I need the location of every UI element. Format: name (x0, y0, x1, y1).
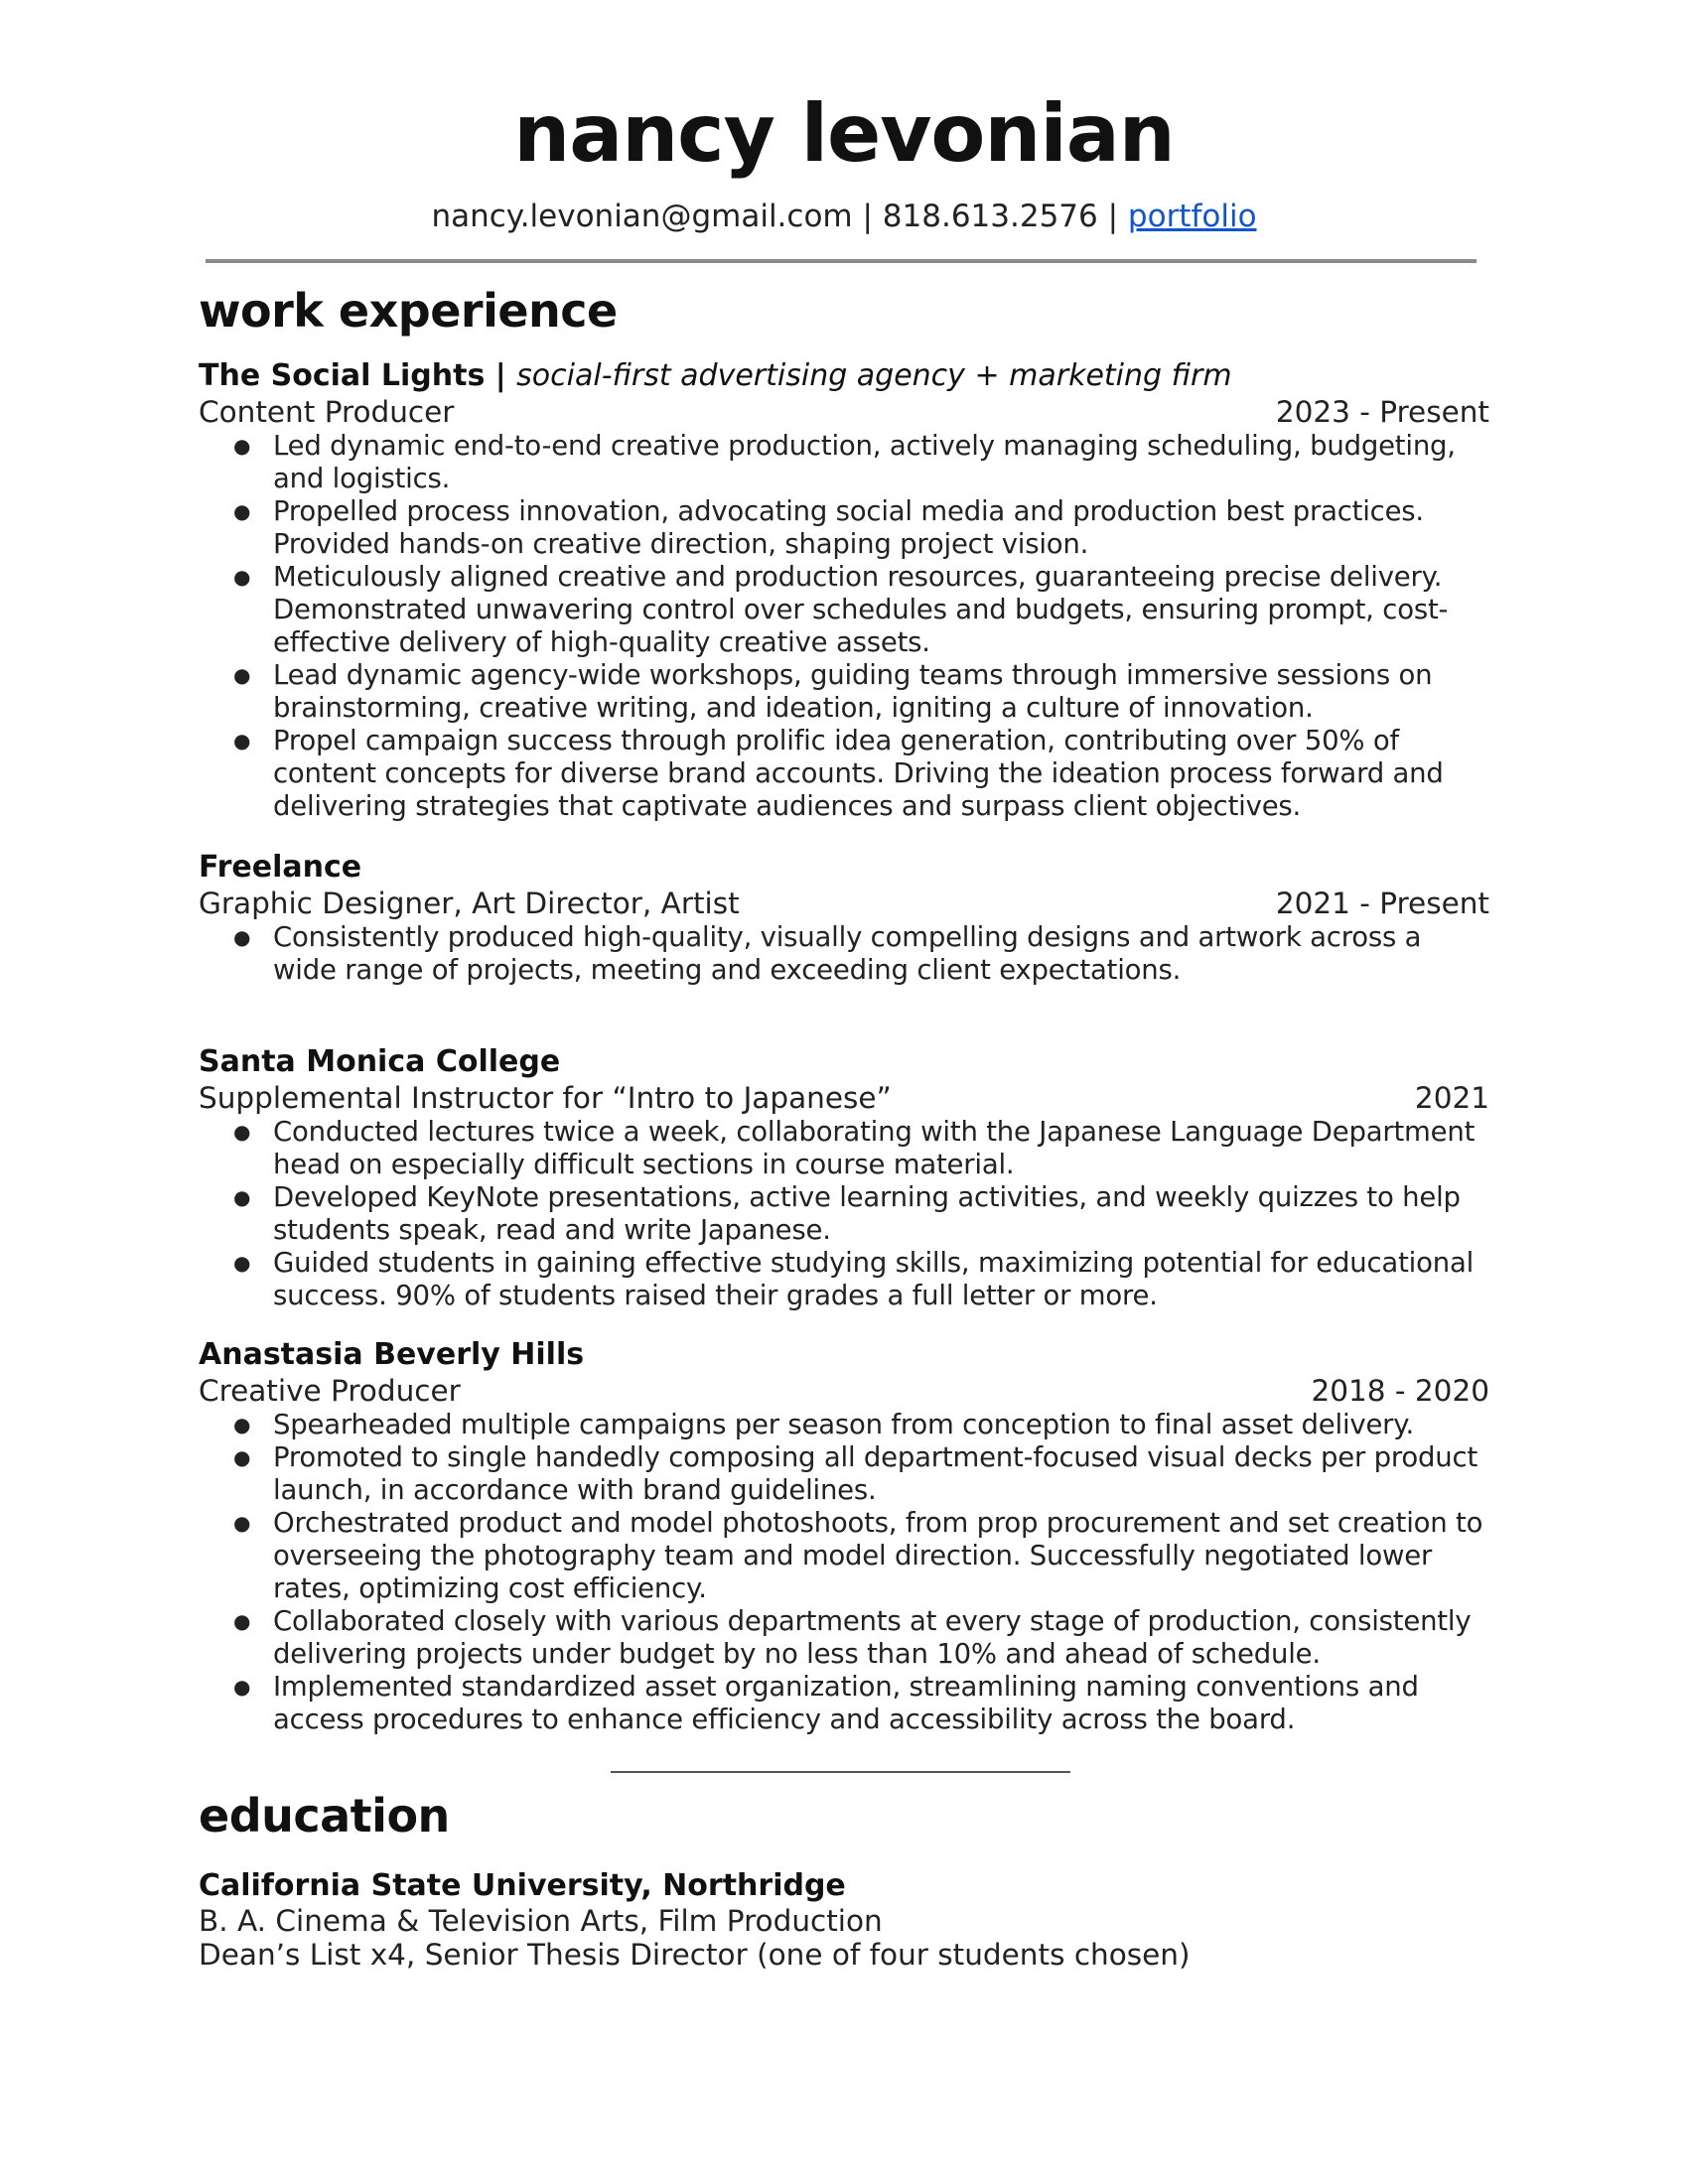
bullet-list (199, 1409, 1489, 1736)
role-title: Supplemental Instructor for “Intro to Japanese” (199, 1081, 892, 1115)
role-line (199, 1080, 1489, 1116)
role-dates: 2023 - Present (1275, 395, 1489, 429)
phone[interactable]: 818.613.2576 (882, 199, 1098, 234)
contact-line (0, 199, 1688, 235)
role-dates: 2018 - 2020 (1311, 1374, 1489, 1408)
company-description: social-first advertising agency + marketing firm (516, 358, 1232, 393)
bullet-item: ● Spearheaded multiple campaigns per season from conception to final asset delivery. (199, 1409, 1489, 1441)
role-title: Creative Producer (199, 1374, 461, 1408)
company-name: Santa Monica College (199, 1044, 561, 1079)
bullet-list (199, 1116, 1489, 1312)
bullet-item: ● Collaborated closely with various departments at every stage of production, consistently delivering projects under budget by no less than 10% and ahead of schedule. (199, 1605, 1489, 1671)
school-name: California State University, Northridge (199, 1868, 846, 1903)
job-entry (199, 850, 1489, 987)
company-heading (199, 1044, 1489, 1080)
job-entry (199, 1044, 1489, 1312)
bullet-item: ● Conducted lectures twice a week, collaborating with the Japanese Language Department head on especially difficult sections in course material. (199, 1116, 1489, 1181)
header-divider (206, 259, 1477, 263)
company-name: Freelance (199, 850, 362, 885)
role-dates: 2021 (1414, 1081, 1489, 1115)
separator: | (862, 199, 873, 234)
bullet-item: ● Developed KeyNote presentations, active learning activities, and weekly quizzes to help students speak, read and write Japanese. (199, 1181, 1489, 1247)
section-title-work: work experience (199, 284, 618, 338)
email[interactable]: nancy.levonian@gmail.com (431, 199, 853, 234)
job-entry (199, 1337, 1489, 1736)
bullet-item: ● Consistently produced high-quality, visually compelling designs and artwork across a wide range of projects, meeting and exceeding client expectations. (199, 921, 1489, 987)
bullet-item: ● Guided students in gaining effective studying skills, maximizing potential for educational success. 90% of students raised their grades a full letter or more. (199, 1247, 1489, 1312)
bullet-item: ● Promoted to single handedly composing all department-focused visual decks per product launch, in accordance with brand guidelines. (199, 1441, 1489, 1507)
portfolio-link[interactable]: portfolio (1127, 199, 1257, 234)
role-line (199, 886, 1489, 921)
company-name: Anastasia Beverly Hills (199, 1337, 585, 1372)
job-entry (199, 358, 1489, 823)
role-line (199, 394, 1489, 430)
section-title-education: education (199, 1789, 450, 1843)
candidate-name: nancy levonian (513, 87, 1175, 180)
role-line (199, 1373, 1489, 1409)
bullet-item: ● Propel campaign success through prolific idea generation, contributing over 50% of content concepts for diverse brand accounts. Driving the ideation process forward and delivering strategies that captivate audiences and surpass client objectives. (199, 725, 1489, 823)
bullet-item: ● Implemented standardized asset organization, streamlining naming conventions and access procedures to enhance efficiency and accessibility across the board. (199, 1671, 1489, 1736)
role-title: Graphic Designer, Art Director, Artist (199, 887, 740, 920)
degree: B. A. Cinema & Television Arts, Film Production (199, 1904, 883, 1938)
bullet-item: ● Meticulously aligned creative and production resources, guaranteeing precise delivery. Demonstrated unwavering control over schedules and budgets, ensuring prompt, cost-effective delivery of high-quality creative assets. (199, 561, 1489, 659)
section-divider (611, 1771, 1070, 1773)
bullet-list (199, 430, 1489, 823)
company-heading (199, 850, 1489, 886)
bullet-list (199, 921, 1489, 987)
role-title: Content Producer (199, 395, 455, 429)
company-heading (199, 358, 1489, 394)
bullet-item: ● Led dynamic end-to-end creative production, actively managing scheduling, budgeting, and logistics. (199, 430, 1489, 495)
company-name: The Social Lights | (199, 358, 506, 393)
bullet-item: ● Propelled process innovation, advocating social media and production best practices. Provided hands-on creative direction, shaping project vision. (199, 495, 1489, 561)
separator: | (1107, 199, 1119, 234)
bullet-item: ● Orchestrated product and model photoshoots, from prop procurement and set creation to overseeing the photography team and model direction. Successfully negotiated lower rates, optimizing cost efficiency. (199, 1507, 1489, 1605)
bullet-item: ● Lead dynamic agency-wide workshops, guiding teams through immersive sessions on brainstorming, creative writing, and ideation, igniting a culture of innovation. (199, 659, 1489, 725)
honors: Dean’s List x4, Senior Thesis Director (one of four students chosen) (199, 1938, 1191, 1972)
company-heading (199, 1337, 1489, 1373)
education-entry (199, 1868, 1489, 1972)
role-dates: 2021 - Present (1275, 887, 1489, 920)
